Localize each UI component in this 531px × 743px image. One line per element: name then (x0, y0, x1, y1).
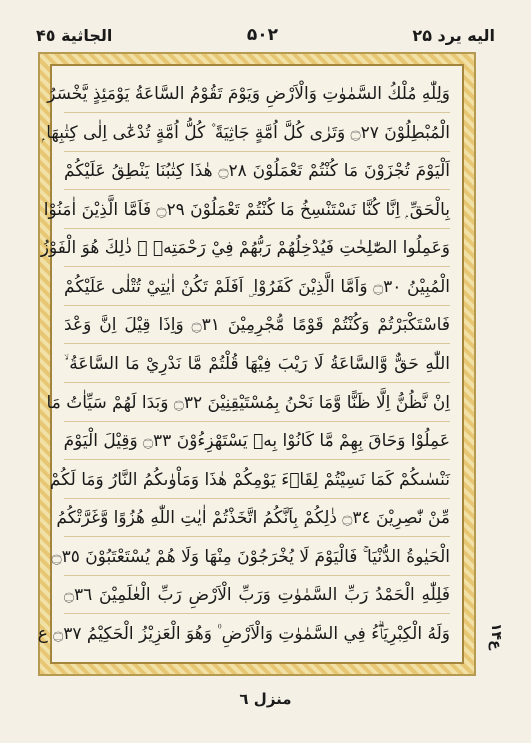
text-panel (37, 64, 464, 664)
verse-line: اَلْيَوْمَ تُجْزَوْنَ مَا كُنْتُمْ تَعْمَلُوْنَ ۝٢٨ هٰذَا كِتٰبُنَا يَنْطِقُ عَلَيْكُمْ (64, 153, 450, 190)
verse-line: وَعَمِلُوا الصّٰلِحٰتِ فَيُدْخِلُهُمْ رَبُّهُمْ فِيْ رَحْمَتِهٖ ۭ ذٰلِكَ هُوَ الْفَوْزُ (64, 230, 450, 267)
verse-line: الْمُبْطِلُوْنَ ۝٢٧ وَتَرٰى كُلَّ اُمَّةٍ جَاثِيَةً ۫ كُلُّ اُمَّةٍ تُدْعٰٓى اِلٰى كِتٰبِهَا ۭ (64, 115, 450, 152)
page-header (36, 20, 495, 50)
ornamental-border (38, 52, 476, 676)
surah-name: الجاثية ۴٥ (36, 25, 113, 45)
verse-line: نَنْسٰىكُمْ كَمَا نَسِيْتُمْ لِقَاۗءَ يَوْمِكُمْ هٰذَا وَمَاْوٰىكُمُ النَّارُ وَمَا لَكُمْ (64, 462, 450, 499)
verse-line: فَلِلّٰهِ الْحَمْدُ رَبِّ السَّمٰوٰتِ وَرَبِّ الْاَرْضِ رَبِّ الْعٰلَمِيْنَ ۝٣٦ (64, 577, 450, 614)
ruku-marker: ع۱۴ (488, 622, 504, 650)
verse-line: فَاسْتَكْبَرْتُمْ وَكُنْتُمْ قَوْمًا مُّجْرِمِيْنَ ۝٣١ وَاِذَا قِيْلَ اِنَّ وَعْدَ (64, 307, 450, 344)
verse-line: الْمُبِيْنُ ۝٣٠ وَاَمَّا الَّذِيْنَ كَفَرُوْا ۣ اَفَلَمْ تَكُنْ اٰيٰتِيْ تُتْلٰى عَلَيْكُمْ (64, 269, 450, 306)
verse-line: وَلِلّٰهِ مُلْكُ السَّمٰوٰتِ وَالْاَرْضِ وَيَوْمَ تَقُوْمُ السَّاعَةُ يَوْمَئِذٍ يَّخْسَرُ (64, 76, 450, 113)
verse-line: اللّٰهِ حَقٌّ وَّالسَّاعَةُ لَا رَيْبَ فِيْهَا قُلْتُمْ مَّا نَدْرِيْ مَا السَّاعَةُ ۙ (64, 346, 450, 383)
verse-line: مِّنْ نّٰصِرِيْنَ ۝٣٤ ذٰلِكُمْ بِاَنَّكُمُ اتَّخَذْتُمْ اٰيٰتِ اللّٰهِ هُزُوًا وَّغَرَّتْكُمُ (64, 500, 450, 537)
juz-name: اليه يرد ۲۵ (412, 25, 495, 45)
verse-lines (37, 76, 450, 652)
verse-line: وَلَهُ الْكِبْرِيَاۗءُ فِي السَّمٰوٰتِ وَالْاَرْضِ ۠ وَهُوَ الْعَزِيْزُ الْحَكِيْمُ ۝٣٧ ع (37, 623, 450, 644)
manzil-footer: منزل ٦ (239, 690, 292, 708)
page-number: ۵۰۲ (246, 25, 278, 45)
verse-line: الْحَيٰوةُ الدُّنْيَا ۚ فَالْيَوْمَ لَا يُخْرَجُوْنَ مِنْهَا وَلَا هُمْ يُسْتَعْتَبُوْنَ ۝٣٥ (64, 539, 450, 576)
verse-line: عَمِلُوْا وَحَاقَ بِهِمْ مَّا كَانُوْا بِهٖ يَسْتَهْزِءُوْنَ ۝٣٣ وَقِيْلَ الْيَوْمَ (64, 423, 450, 460)
verse-line: اِنْ نَّظُنُّ اِلَّا ظَنًّا وَّمَا نَحْنُ بِمُسْتَيْقِنِيْنَ ۝٣٢ وَبَدَا لَهُمْ سَيِّاٰتُ مَا (64, 385, 450, 422)
verse-line: بِالْحَقِّ ۭ اِنَّا كُنَّا نَسْتَنْسِخُ مَا كُنْتُمْ تَعْمَلُوْنَ ۝٢٩ فَاَمَّا الَّذِيْنَ اٰمَنُوْا (64, 192, 450, 229)
